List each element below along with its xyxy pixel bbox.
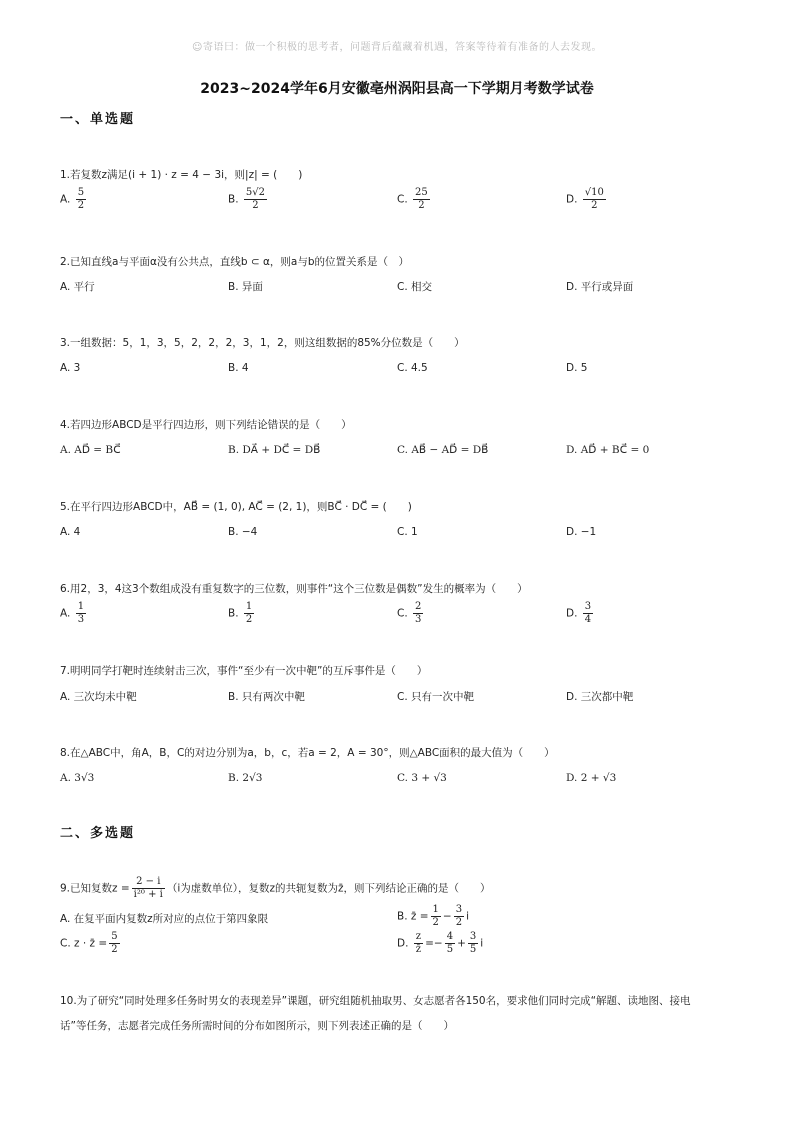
q6-option-b: B. $\frac{1}{2}$ <box>228 601 253 625</box>
q1-option-d: D. $\frac{√10}{2}$ <box>566 187 604 211</box>
q6-option-d: D. $\frac{3}{4}$ <box>566 601 592 625</box>
q7-option-d: D. 三次都中靶 <box>566 691 634 703</box>
q1-option-c: C. $\frac{25}{2}$ <box>397 187 428 211</box>
question-10-line-1: 10.为了研究“同时处理多任务时男女的表现差异”课题，研究组随机抽取男、女志愿者各150名，要求他们同时完成“解题、读地图、接电 <box>60 995 691 1007</box>
q6-option-c: C. $\frac{2}{3}$ <box>397 601 422 625</box>
q3-option-d: D. 5 <box>566 362 588 374</box>
q2-option-d: D. 平行或异面 <box>566 281 634 293</box>
q6-option-a: A. $\frac{1}{3}$ <box>60 601 85 625</box>
q9-option-d: D. $\frac{z}{z̄}$ =− $\frac{4}{5}$ + $\frac{3}{5}$ i <box>397 931 484 955</box>
q9-option-b: B. z̄ = $\frac{1}{2}$ − $\frac{3}{2}$ i <box>397 904 470 928</box>
section-single-choice: 一、单选题 <box>60 112 136 127</box>
question-6: 6.用2，3，4这3个数组成没有重复数字的三位数，则事件“这个三位数是偶数”发生的概率为（ ） <box>60 583 528 595</box>
q5-option-a: A. 4 <box>60 526 81 538</box>
question-2: 2.已知直线a与平面α没有公共点，直线b ⊂ α，则a与b的位置关系是（ ） <box>60 256 410 268</box>
q2-option-c: C. 相交 <box>397 281 433 293</box>
q5-option-b: B. −4 <box>228 526 258 538</box>
question-10-line-2: 话”等任务，志愿者完成任务所需时间的分布如图所示，则下列表述正确的是（ ） <box>60 1020 454 1032</box>
question-1: 1.若复数z满足(i + 1) · z = 4 − 3i，则|z| = ( ) <box>60 169 303 181</box>
q2-option-a: A. 平行 <box>60 281 95 293</box>
q1-option-a: A. $\frac{5}{2}$ <box>60 187 85 211</box>
question-7: 7.明明同学打靶时连续射击三次，事件“至少有一次中靶”的互斥事件是（ ） <box>60 665 428 677</box>
q7-option-b: B. 只有两次中靶 <box>228 691 305 703</box>
q7-option-c: C. 只有一次中靶 <box>397 691 475 703</box>
q7-option-a: A. 三次均未中靶 <box>60 691 137 703</box>
question-8: 8.在△ABC中，角A，B，C的对边分别为a，b，c，若a = 2，A = 30°，则△ABC面积的最大值为（ ） <box>60 747 555 759</box>
q4-option-c: C. AB⃗ − AD⃗ = DB⃗ <box>397 444 489 456</box>
question-4: 4.若四边形ABCD是平行四边形，则下列结论错误的是（ ） <box>60 419 352 431</box>
q3-option-a: A. 3 <box>60 362 81 374</box>
q4-option-b: B. DA⃗ + DC⃗ = DB⃗ <box>228 444 321 456</box>
motto-banner: ☺寄语曰：做一个积极的思考者，问题背后蕴藏着机遇，答案等待着有准备的人去发现。 <box>192 42 602 53</box>
question-3: 3.一组数据：5，1，3，5，2，2，2，3，1，2，则这组数据的85%分位数是（ ） <box>60 337 465 349</box>
q9-option-a: A. 在复平面内复数z所对应的点位于第四象限 <box>60 913 269 925</box>
q3-option-b: B. 4 <box>228 362 249 374</box>
q8-option-d: D. 2 + √3 <box>566 772 617 784</box>
q5-option-c: C. 1 <box>397 526 418 538</box>
q8-option-c: C. 3 + √3 <box>397 772 447 784</box>
q5-option-d: D. −1 <box>566 526 597 538</box>
q8-option-a: A. 3√3 <box>60 772 95 784</box>
question-5: 5.在平行四边形ABCD中，AB⃗ = (1, 0), AC⃗ = (2, 1)，则BC⃗ · DC⃗ = ( ) <box>60 501 412 513</box>
q9-option-c: C. z · z̄ = $\frac{5}{2}$ <box>60 931 118 955</box>
q4-option-a: A. AD⃗ = BC⃗ <box>60 444 121 456</box>
q4-option-d: D. AD⃗ + BC⃗ = 0 <box>566 444 650 456</box>
q1-option-b: B. $\frac{5√2}{2}$ <box>228 187 265 211</box>
q2-option-b: B. 异面 <box>228 281 263 293</box>
page-title: 2023~2024学年6月安徽亳州涡阳县高一下学期月考数学试卷 <box>200 81 594 97</box>
question-9: 9.已知复数z = $\frac{2 - i}{\text{i²⁰ + i}}$ （i为虚数单位），复数z的共轭复数为z̄，则下列结论正确的是（ ） <box>60 876 491 900</box>
q8-option-b: B. 2√3 <box>228 772 263 784</box>
section-multiple-choice: 二、多选题 <box>60 826 136 841</box>
q3-option-c: C. 4.5 <box>397 362 428 374</box>
